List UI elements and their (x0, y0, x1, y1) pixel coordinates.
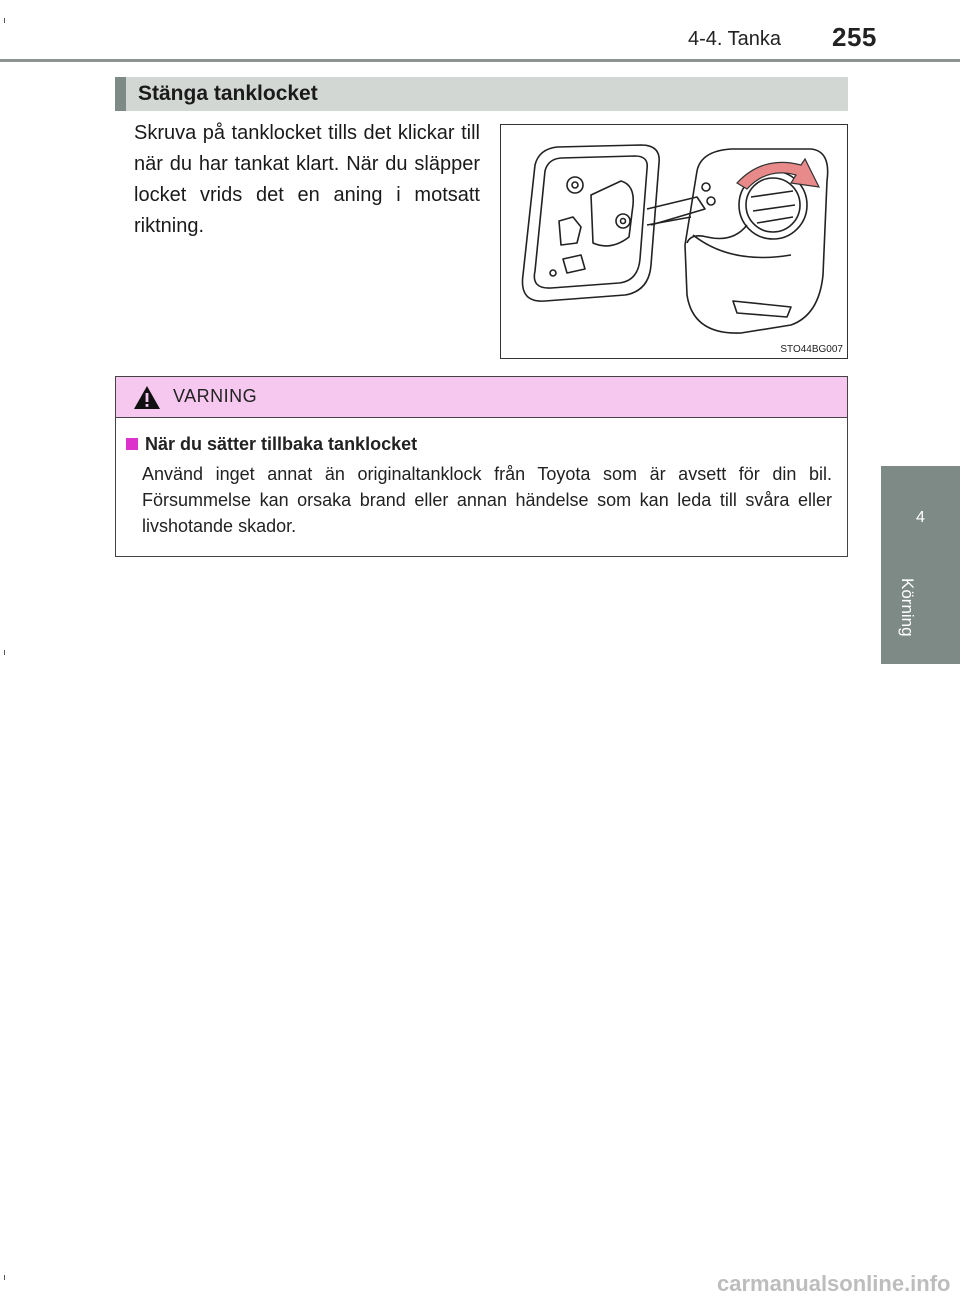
section-heading-bar (115, 77, 848, 111)
crop-mark (4, 18, 5, 23)
warning-label: VARNING (173, 386, 258, 406)
page-number: 255 (832, 22, 877, 52)
crop-mark (4, 650, 5, 655)
chapter-number: 4 (916, 509, 925, 526)
chapter-label: Körning (898, 578, 917, 637)
fuel-cap-figure (500, 124, 848, 359)
warning-item-title-text: När du sätter tillbaka tanklocket (145, 434, 418, 454)
instruction-text: Skruva på tanklocket tills det klickar till när du har tankat klart. När du släpper locket vrids det en aning i motsatt riktning. (134, 122, 480, 237)
warning-text: Använd inget annat än originaltanklock från Toyota som är avsett för din bil. Försummelse kan orsaka brand eller annan händelse som kan leda till svåra eller livshotande skador. (142, 464, 832, 536)
warning-header (116, 377, 847, 418)
crop-mark (4, 1275, 5, 1280)
warning-box (115, 376, 848, 557)
warning-triangle-icon (133, 385, 161, 410)
figure-code: STO44BG007 (780, 344, 843, 355)
fuel-cap-illustration-icon (501, 125, 847, 358)
section-heading: Stänga tanklocket (138, 82, 318, 105)
warning-item-title (126, 434, 417, 455)
watermark: carmanualsonline.info (717, 1271, 951, 1296)
square-bullet-icon (126, 438, 138, 450)
section-title: 4-4. Tanka (688, 28, 782, 50)
chapter-tab (881, 466, 960, 664)
header-rule (0, 59, 960, 62)
